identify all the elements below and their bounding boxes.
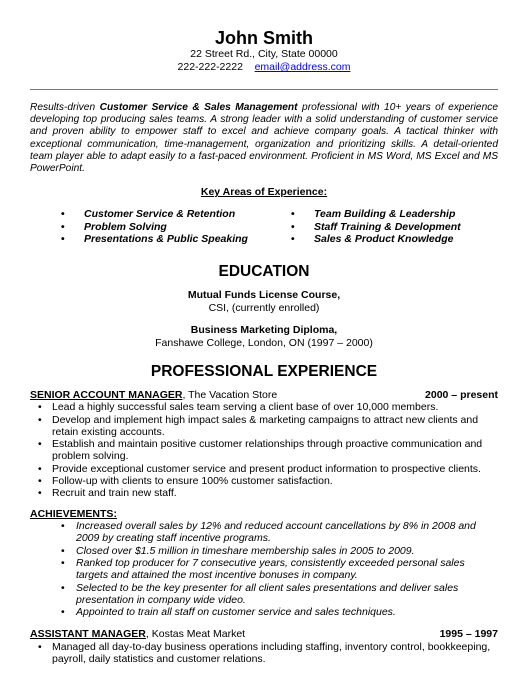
achievements-title: ACHIEVEMENTS: — [30, 507, 117, 520]
job-responsibilities — [30, 401, 498, 499]
header-divider — [30, 89, 498, 90]
key-areas-list — [30, 208, 498, 246]
summary-text-start: Results-driven — [30, 102, 100, 113]
key-areas-title: Key Areas of Experience: — [200, 186, 328, 199]
phone-number: 222-222-2222 — [177, 61, 243, 73]
list-item: • Establish and maintain positive customer relationships through proactive communication and problem solving. — [30, 438, 498, 463]
job-responsibilities — [30, 641, 498, 666]
key-area-item: • Customer Service & Retention — [55, 208, 277, 221]
education-title: Business Marketing Diploma, — [190, 323, 338, 336]
education-item — [30, 324, 498, 350]
education-title: Mutual Funds License Course, — [187, 288, 341, 301]
key-areas-left-column — [30, 208, 277, 246]
list-item: • Lead a highly successful sales team serving a client base of over 10,000 members. — [30, 401, 498, 413]
professional-summary — [30, 102, 498, 175]
job-header — [30, 389, 498, 402]
education-heading: EDUCATION — [218, 262, 310, 280]
key-area-item: • Team Building & Leadership — [285, 208, 461, 221]
email-link[interactable]: email@address.com — [254, 61, 351, 73]
key-area-item: • Staff Training & Development — [285, 221, 461, 234]
education-detail: CSI, (currently enrolled) — [208, 301, 320, 314]
list-item: • Provide exceptional customer service and present product information to prospective clients. — [30, 463, 498, 475]
achievements-label: ACHIEVEMENTS — [30, 507, 114, 520]
list-item: • Managed all day-to-day business operations including staffing, inventory control, bookkeeping, payroll, daily statistics and customer relations. — [30, 641, 498, 666]
achievements-list — [30, 520, 498, 618]
job-dates: 2000 – present — [425, 388, 498, 401]
list-item: • Ranked top producer for 7 consecutive years, consistently exceeded personal sales targets and attained the most incentive bonuses in company. — [30, 557, 498, 582]
candidate-name: John Smith — [215, 28, 313, 48]
education-detail: Fanshawe College, London, ON (1997 – 2000) — [155, 336, 373, 349]
summary-text-rest: professional with 10+ years of experience developing top producing sales teams. A strong leader with a solid understanding of customer service and proven ability to empower staff to excel and achieve company goals. A tactical thinker with exceptional communication, time-management, organization and prioritizing skills. A detail-oriented team player able to adapt easily to a fast-paced environment. Proficient in MS Word, MS Excel and MS PowerPoint. — [30, 102, 498, 175]
list-item: • Appointed to train all staff on customer service and sales techniques. — [30, 606, 498, 618]
list-item: • Closed over $1.5 million in timeshare membership sales in 2005 to 2009. — [30, 545, 498, 557]
education-item — [30, 289, 498, 315]
list-item: • Selected to be the key presenter for all client sales presentations and deliver sales presentation in company wide video. — [30, 582, 498, 607]
key-area-item: • Presentations & Public Speaking — [55, 233, 277, 246]
list-item: • Recruit and train new staff. — [30, 487, 498, 499]
address-line: 22 Street Rd., City, State 00000 — [190, 48, 338, 60]
list-item: • Develop and implement high impact sales & marketing campaigns to attract new clients and retain existing accounts. — [30, 414, 498, 439]
job-header — [30, 628, 498, 641]
job-title: ASSISTANT MANAGER — [30, 628, 146, 641]
job-title: SENIOR ACCOUNT MANAGER — [30, 388, 183, 401]
experience-heading: PROFESSIONAL EXPERIENCE — [150, 362, 378, 380]
job-title-line — [30, 628, 245, 641]
key-area-item: • Sales & Product Knowledge — [285, 233, 461, 246]
list-item: • Increased overall sales by 12% and reduced account cancellations by 8% in 2008 and 2009 by creating staff incentive programs. — [30, 520, 498, 545]
summary-emphasis: Customer Service & Sales Management — [99, 102, 298, 113]
resume-page — [30, 0, 498, 666]
list-item: • Follow-up with clients to ensure 100% customer satisfaction. — [30, 475, 498, 487]
job-dates: 1995 – 1997 — [439, 628, 498, 641]
contact-line — [30, 61, 498, 74]
key-area-item: • Problem Solving — [55, 221, 277, 234]
job-company: , Kostas Meat Market — [145, 628, 246, 641]
job-title-line — [30, 389, 277, 402]
job-company: , The Vacation Store — [182, 388, 278, 401]
key-areas-right-column — [277, 208, 461, 246]
